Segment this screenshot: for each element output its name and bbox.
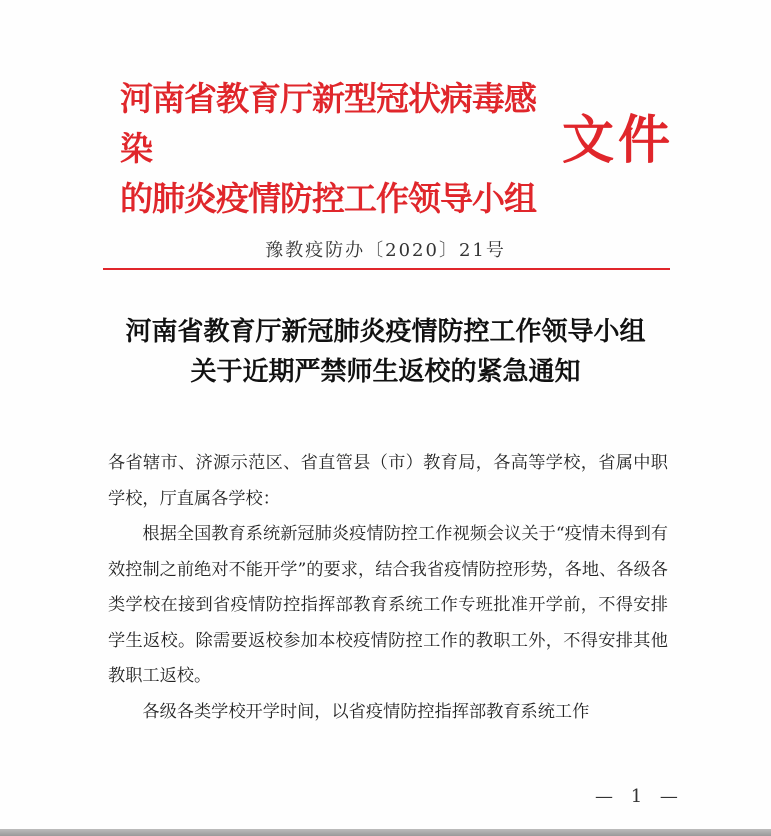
body-paragraph: 各级各类学校开学时间，以省疫情防控指挥部教育系统工作 [142,701,590,722]
page-number: — 1 — [595,786,684,807]
issuing-organization [120,74,560,224]
file-label: 文件 [562,110,675,171]
page-bottom-edge [0,829,771,836]
document-number: 豫教疫防办〔2020〕21号 [265,240,506,261]
org-line-2: 的肺炎疫情防控工作领导小组 [120,179,536,218]
body-paragraph: 根据全国教育系统新冠肺炎疫情防控工作视频会议关于“疫情未得到有效控制之前绝对不能开学”的要求，结合我省疫情防控形势，各地、各级各类学校在接到省疫情防控指挥部教育系统工作专班批准开学前，不得安排学生返校。除需要返校参加本校疫情防控工作的教职工外，不得安排其他教职工返校。 [108,524,668,686]
notice-body [108,446,668,730]
red-divider [103,268,670,270]
title-line-2: 关于近期严禁师生返校的紧急通知 [190,357,581,387]
notice-title [0,312,771,392]
salutation: 各省辖市、济源示范区、省直管县（市）教育局，各高等学校，省属中职学校，厅直属各学校： [108,453,668,509]
title-line-1: 河南省教育厅新冠肺炎疫情防控工作领导小组 [125,317,646,347]
org-line-1: 河南省教育厅新型冠状病毒感染 [120,79,536,168]
